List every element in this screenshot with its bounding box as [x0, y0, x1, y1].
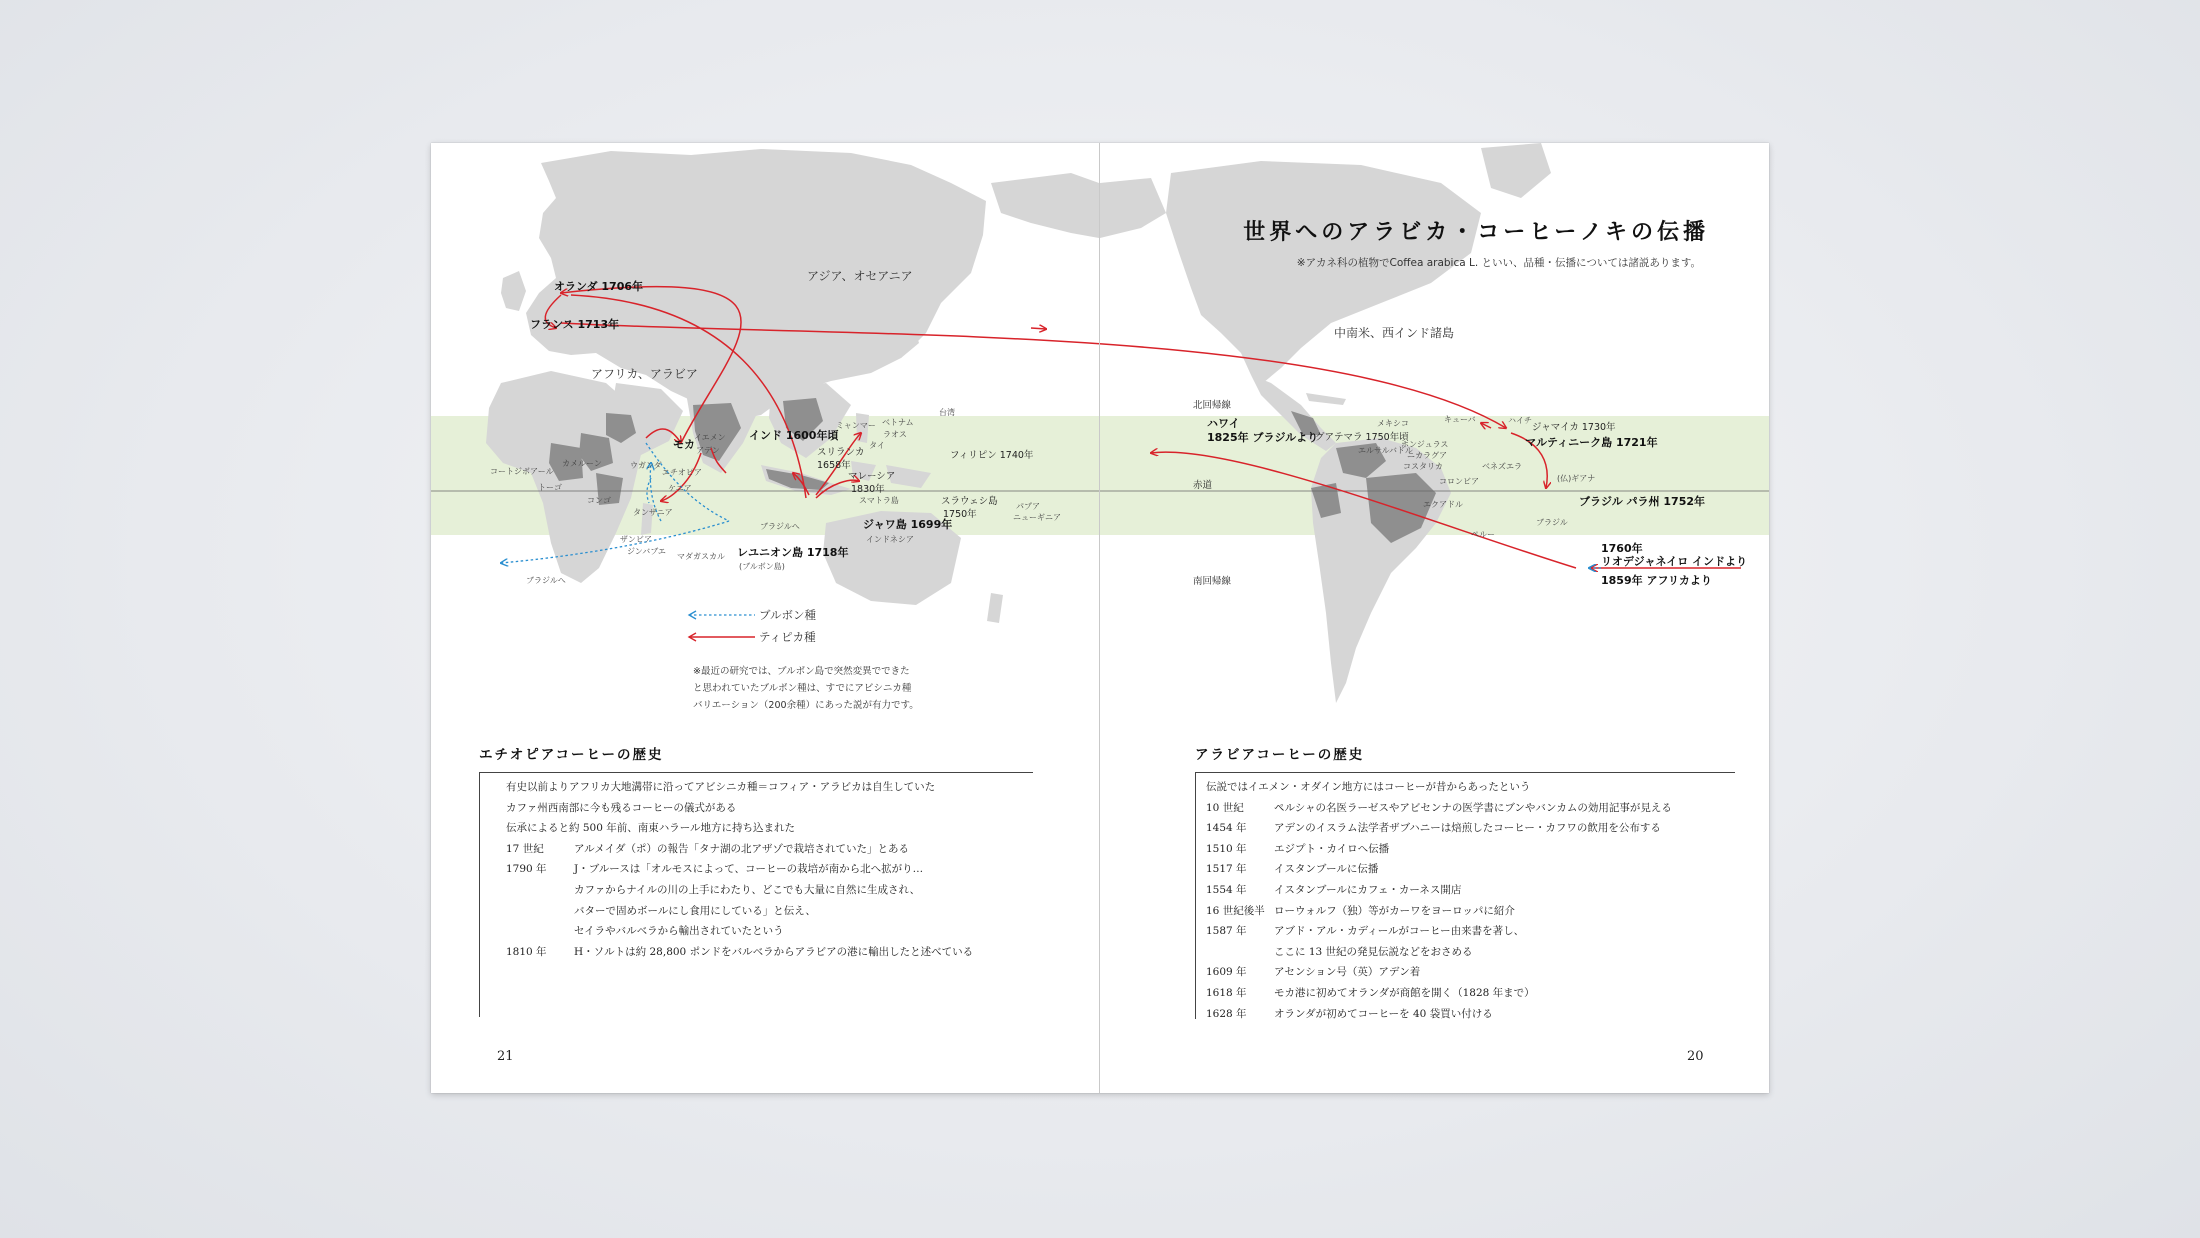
label-rio-year: 1760年: [1601, 542, 1643, 555]
label-philippines: フィリピン 1740年: [950, 450, 1034, 461]
label-sumatra: スマトラ島: [859, 496, 899, 505]
tropic-cancer-label: 北回帰線: [1193, 400, 1232, 411]
spine-gutter: [1099, 143, 1100, 1093]
history-row: バターで固めボールにし食用にしている」と伝え、: [574, 904, 816, 917]
history-row: セイラやバルベラから輸出されていたという: [574, 925, 784, 938]
label-aden: アデン: [696, 446, 720, 455]
map-title: 世界へのアラビカ・コーヒーノキの伝播: [1243, 220, 1709, 245]
label-martinique: マルティニーク島 1721年: [1525, 436, 1658, 449]
ethiopia-history-title: エチオピアコーヒーの歴史: [479, 747, 664, 763]
map-subtitle: ※アカネ科の植物でCoffea arabica L. といい、品種・伝播については諸説あります。: [1296, 257, 1701, 269]
ethiopia-history-list: [506, 777, 973, 962]
history-row: 1810 年 H・ソルトは約 28,800 ポンドをバルベラからアラビアの港に輸出したと述べている: [506, 945, 974, 958]
history-row: 伝承によると約 500 年前、南東ハラール地方に持ち込まれた: [506, 822, 796, 835]
history-row: 1609 年 アセンション号（英）アデン着: [1206, 966, 1421, 979]
history-row: 1554 年 イスタンブールにカフェ・カーネス開店: [1206, 883, 1462, 896]
arabia-history-list: [1206, 777, 1672, 1024]
arabia-history-title: アラビアコーヒーの歴史: [1195, 747, 1365, 763]
label-peru: ペルー: [1471, 530, 1495, 539]
legend-bourbon-label: ブルボン種: [759, 608, 817, 622]
label-reunion-sub: (ブルボン島): [739, 562, 785, 571]
label-rio: リオデジャネイロ インドより: [1601, 555, 1748, 568]
label-tanzania: タンザニア: [633, 508, 673, 517]
label-png2: ニューギニア: [1013, 513, 1061, 522]
history-row: 有史以前よりアフリカ大地溝帯に沿ってアビシニカ種＝コフィア・アラビカは自生していた: [506, 781, 936, 793]
label-ecuador: エクアドル: [1423, 500, 1463, 509]
label-jamaica: ジャマイカ 1730年: [1532, 422, 1616, 433]
label-malaysia-year: 1830年: [851, 484, 885, 495]
label-ivory: コートジボアール: [490, 467, 554, 476]
label-hawaii-year: 1825年 ブラジルより: [1207, 431, 1319, 444]
label-kenya: ケニア: [668, 484, 692, 493]
label-para: ブラジル パラ州 1752年: [1579, 495, 1705, 508]
page-number-left: 21: [497, 1049, 514, 1064]
tropic-capricorn-label: 南回帰線: [1193, 576, 1232, 587]
label-myanmar: ミャンマー: [836, 421, 876, 430]
route-arrow-mid: [1031, 328, 1046, 329]
label-sulawesi: スラウェシ島: [941, 496, 998, 507]
label-costarica: コスタリカ: [1403, 462, 1443, 471]
label-mocha: モカ: [673, 438, 695, 451]
magazine-spread: [431, 143, 1769, 1093]
label-vietnam: ベトナム: [882, 418, 914, 427]
region-africa: アフリカ、アラビア: [591, 367, 698, 381]
region-americas: 中南米、西インド諸島: [1334, 326, 1455, 340]
history-row: 1510 年 エジプト・カイロへ伝播: [1206, 842, 1390, 855]
label-uganda: ウガンダ: [630, 461, 662, 470]
label-laos: ラオス: [883, 430, 907, 439]
history-row: 伝説ではイエメン・オダイン地方にはコーヒーが昔からあったという: [1206, 781, 1531, 793]
label-congo: コンゴ: [587, 496, 611, 505]
label-mexico: メキシコ: [1377, 419, 1409, 428]
label-france: フランス 1713年: [530, 318, 620, 331]
equator-label: 赤道: [1193, 480, 1213, 491]
label-indonesia: インドネシア: [866, 535, 914, 544]
history-row: ここに 13 世紀の発見伝説などをおさめる: [1274, 945, 1473, 958]
history-row: 1790 年 J・ブルースは「オルモスによって、コーヒーの栽培が南から北へ拡がり…: [506, 863, 924, 876]
label-guiana: (仏)ギアナ: [1557, 474, 1596, 483]
label-zambia: ザンビア: [620, 535, 652, 544]
history-row: 16 世紀後半 ローウォルフ（独）等がカーワをヨーロッパに紹介: [1206, 904, 1515, 917]
history-row: 1517 年 イスタンブールに伝播: [1206, 863, 1379, 876]
history-row: 1587 年 アブド・アル・カディールがコーヒー由来書を著し、: [1206, 925, 1525, 938]
label-india: インド 1600年頃: [749, 429, 839, 442]
label-srilanka-year: 1658年: [817, 460, 851, 471]
label-taiwan: 台湾: [939, 408, 955, 417]
label-reunion: レユニオン島 1718年: [737, 546, 849, 559]
label-holland: オランダ 1706年: [554, 280, 644, 293]
region-asia: アジア、オセアニア: [807, 269, 913, 283]
history-row: 1628 年 オランダが初めてコーヒーを 40 袋買い付ける: [1206, 1007, 1493, 1020]
label-honduras: ホンジュラス: [1401, 440, 1449, 449]
label-srilanka: スリランカ: [817, 447, 865, 458]
label-cuba: キューバ: [1444, 415, 1476, 424]
history-row: 17 世紀 アルメイダ（ポ）の報告「タナ湖の北アザゾで栽培されていた」とある: [506, 842, 909, 855]
label-cameroon: カメルーン: [562, 459, 602, 468]
label-elsalvador: エルサルバドル: [1358, 446, 1413, 455]
label-to-brazil-1: ブラジルへ: [760, 522, 800, 531]
label-colombia: コロンビア: [1439, 477, 1479, 486]
label-brazil: ブラジル: [1536, 518, 1568, 527]
label-ethiopia: エチオピア: [662, 468, 702, 477]
history-row: カファからナイルの川の上手にわたり、どこでも大量に自然に生成され、: [574, 883, 921, 896]
note-line-2: と思われていたブルボン種は、すでにアビシニカ種: [693, 683, 912, 694]
history-row: カファ州西南部に今も残るコーヒーの儀式がある: [506, 801, 737, 814]
label-nicaragua: ニカラグア: [1407, 451, 1447, 460]
history-row: 10 世紀 ペルシャの名医ラーゼスやアビセンナの医学書にブンやバンカムの効用記事が見える: [1206, 801, 1672, 814]
legend-typica-label: ティピカ種: [759, 630, 816, 644]
note-line-1: ※最近の研究では、ブルボン島で突然変異でできた: [693, 666, 910, 677]
label-yemen: イエメン: [694, 433, 726, 442]
label-haiti: ハイチ: [1508, 416, 1532, 425]
label-java: ジャワ島 1699年: [863, 518, 953, 531]
label-madagascar: マダガスカル: [677, 552, 725, 561]
label-malaysia: マレーシア: [848, 471, 896, 482]
label-hawaii: ハワイ: [1207, 417, 1240, 430]
label-thailand: タイ: [869, 441, 885, 450]
page-number-right: 20: [1687, 1049, 1704, 1064]
label-zimbabwe: ジンバブエ: [627, 547, 666, 556]
note-line-3: バリエーション（200余種）にあった説が有力です。: [693, 700, 919, 711]
label-guatemala: グアテマラ 1750年頃: [1315, 432, 1409, 443]
arabia-history-rule: [1195, 772, 1735, 773]
arabia-history-vrule: [1195, 772, 1196, 1019]
ethiopia-history-rule: [479, 772, 1033, 773]
label-togo: トーゴ: [538, 483, 562, 492]
history-row: 1454 年 アデンのイスラム法学者ザブハニーは焙煎したコーヒー・カフワの飲用を公布する: [1206, 822, 1661, 835]
history-row: 1618 年 モカ港に初めてオランダが商館を開く（1828 年まで）: [1206, 986, 1535, 999]
label-to-brazil-2: ブラジルへ: [526, 576, 566, 585]
label-sulawesi-year: 1750年: [943, 509, 977, 520]
ethiopia-history-vrule: [479, 772, 480, 1017]
label-venezuela: ベネズエラ: [1482, 462, 1522, 471]
label-africa-year: 1859年 アフリカより: [1601, 574, 1712, 587]
research-note: [693, 663, 919, 714]
label-png: パプア: [1016, 502, 1040, 511]
